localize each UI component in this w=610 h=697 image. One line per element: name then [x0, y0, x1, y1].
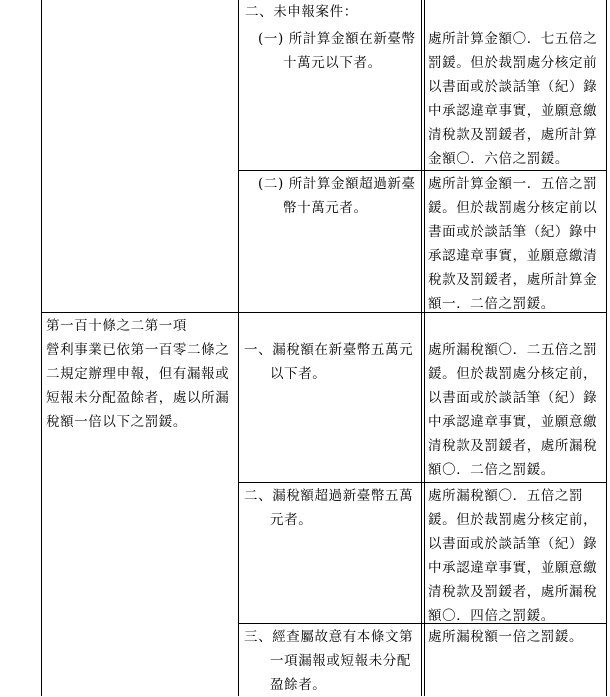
row-divider — [238, 482, 607, 483]
item-text: 二、漏稅額超過新臺幣五萬 — [244, 488, 414, 504]
penalty-text: 鍰。但於裁罰處分核定前以 — [428, 200, 598, 216]
penalty-text: 鍰。但於裁罰處分核定前， — [428, 512, 598, 528]
column-divider — [424, 0, 425, 696]
item-text: 以下者。 — [270, 366, 327, 382]
item-text: 元者。 — [270, 512, 313, 528]
column-divider — [421, 0, 422, 696]
item-text: 三、經查屬故意有本條文第 — [244, 629, 414, 645]
table-border-right — [606, 0, 607, 696]
penalty-text: 以書面或於談話筆（紀）錄 — [428, 390, 598, 406]
penalty-text: 額〇．四倍之罰鍰。 — [428, 608, 555, 624]
penalty-text: 額〇．二倍之罰鍰。 — [428, 462, 555, 478]
item-text: 幣十萬元者。 — [283, 200, 368, 216]
article-text: 短報未分配盈餘者，處以所漏 — [46, 390, 230, 406]
column-divider — [238, 0, 239, 696]
penalty-text: 處所計算金額〇．七五倍之 — [428, 31, 598, 47]
penalty-text: 以書面或於談話筆（紀）錄 — [428, 536, 598, 552]
item-text: 一、漏稅額在新臺幣五萬元 — [244, 342, 414, 358]
item-text: (一) 所計算金額在新臺幣 — [258, 31, 416, 47]
penalty-text: 罰鍰。但於裁罰處分核定前 — [428, 55, 598, 71]
penalty-text: 金額〇．六倍之罰鍰。 — [428, 151, 569, 167]
penalty-text: 稅款及罰鍰者，處所計算金 — [428, 272, 598, 288]
item-text: 十萬元以下者。 — [283, 55, 382, 71]
item-text: (二) 所計算金額超過新臺 — [258, 176, 416, 192]
penalty-text: 清稅款及罰鍰者，處所漏稅 — [428, 438, 598, 454]
penalty-text: 中承認違章事實，並願意繳 — [428, 560, 598, 576]
article-heading: 第一百十條之二第一項 — [46, 318, 187, 334]
penalty-text: 處所漏稅額〇．二五倍之罰 — [428, 342, 598, 358]
article-text: 營利事業已依第一百零二條之 — [46, 342, 230, 358]
article-text: 二規定辦理申報，但有漏報或 — [46, 366, 230, 382]
penalty-text: 中承認違章事實，並願意繳 — [428, 414, 598, 430]
penalty-text: 書面或於談話筆（紀）錄中 — [428, 224, 598, 240]
penalty-text: 以書面或於談話筆（紀）錄 — [428, 79, 598, 95]
penalty-text: 處所漏稅額〇．五倍之罰 — [428, 488, 584, 504]
article-text: 稅額一倍以下之罰鍰。 — [46, 414, 187, 430]
penalty-text: 清稅款及罰鍰者，處所漏稅 — [428, 584, 598, 600]
penalty-text: 鍰。但於裁罰處分核定前， — [428, 366, 598, 382]
item-text: 一項漏報或短報未分配 — [270, 653, 411, 669]
penalty-text: 中承認違章事實，並願意繳 — [428, 103, 598, 119]
table-border-left — [41, 0, 42, 696]
penalty-text: 承認違章事實，並願意繳清 — [428, 248, 598, 264]
penalty-text: 額一．二倍之罰鍰。 — [428, 296, 555, 312]
penalty-text: 處所計算金額一．五倍之罰 — [428, 176, 598, 192]
item-text: 盈餘者。 — [270, 677, 327, 693]
penalty-text: 清稅款及罰鍰者，處所計算 — [428, 127, 598, 143]
penalty-text: 處所漏稅額一倍之罰鍰。 — [428, 629, 584, 645]
item-heading: 二、未申報案件： — [245, 4, 358, 20]
